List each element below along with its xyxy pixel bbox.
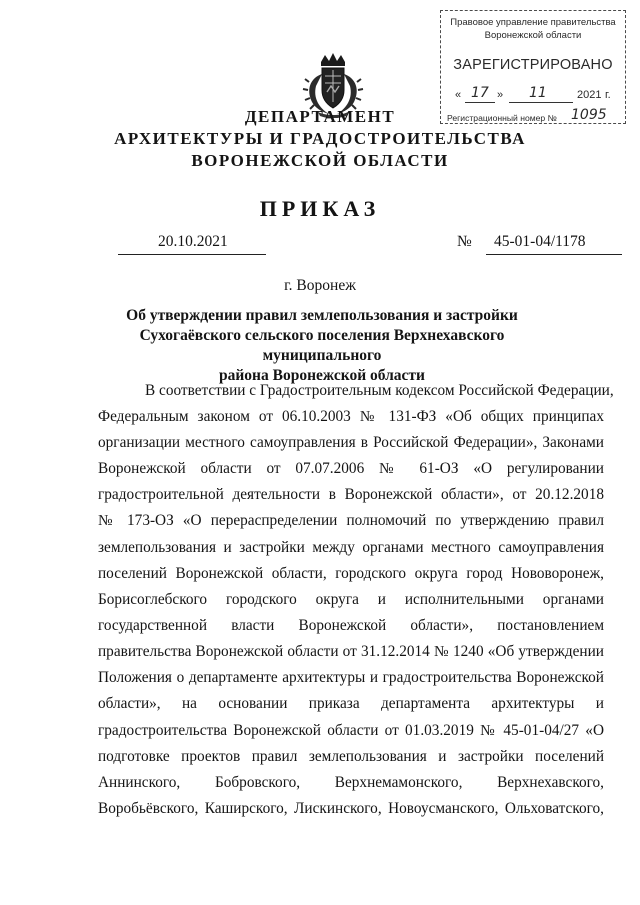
stamp-reg-number: 1095 xyxy=(571,107,607,123)
body-line: Федеральным законом от 06.10.2003 № 131-ФЗ «Об общих принципах xyxy=(98,408,604,425)
stamp-reg-label: Регистрационный номер № xyxy=(447,113,557,123)
number-underline xyxy=(486,254,622,255)
body-line: Воронежской области от 07.07.2006 № 61-ОЗ «О регулировании xyxy=(98,460,604,477)
stamp-day: 17 xyxy=(471,85,489,101)
subject-line: Об утверждении правил землепользования и застройки xyxy=(126,307,518,324)
stamp-quote-close: » xyxy=(497,89,504,101)
body-line: градостроительства Воронежской области от 01.03.2019 № 45-01-04/27 «О xyxy=(98,722,604,739)
body-line: Положения о департаменте архитектуры и градостроительства Воронежской xyxy=(98,669,604,686)
body-line: Воробьёвского, Каширского, Лискинского, Новоусманского, Ольховатского, xyxy=(98,800,604,817)
body-line: поселений Воронежской области, городского округа город Нововоронеж, xyxy=(98,565,604,582)
body-line: градостроительной деятельности в Воронежской области», от 20.12.2018 xyxy=(98,486,604,503)
body-line: подготовке проектов правил землепользования и застройки поселений xyxy=(98,748,604,765)
stamp-authority-line1: Правовое управление правительства xyxy=(450,17,616,28)
number-sign: № xyxy=(457,233,472,250)
order-title: ПРИКАЗ xyxy=(259,196,381,221)
department-header-line1: ДЕПАРТАМЕНТ xyxy=(244,107,396,126)
body-line: № 173-ОЗ «О перераспределении полномочий по утверждению правил xyxy=(98,512,604,529)
stamp-year-suffix: г. xyxy=(605,89,611,101)
subject-line: района Воронежской области xyxy=(219,367,425,384)
body-line: Аннинского, Бобровского, Верхнемамонского, Верхнехавского, xyxy=(98,774,604,791)
body-line: области», на основании приказа департамента архитектуры и xyxy=(98,695,604,712)
body-line: государственной власти Воронежской области», постановлением xyxy=(98,617,604,634)
department-header-line2: АРХИТЕКТУРЫ И ГРАДОСТРОИТЕЛЬСТВА xyxy=(114,129,526,148)
order-date: 20.10.2021 xyxy=(158,233,228,250)
stamp-quote-open: « xyxy=(455,89,462,101)
date-underline xyxy=(118,254,266,255)
body-line: землепользования и застройки между органами местного самоуправления xyxy=(98,539,604,556)
stamp-year: 2021 xyxy=(577,89,602,101)
body-line: Борисоглебского городского округа и исполнительными органами xyxy=(98,591,604,608)
city-label: г. Воронеж xyxy=(284,277,356,294)
body-line: правительства Воронежской области от 31.12.2014 № 1240 «Об утверждении xyxy=(98,643,604,660)
department-header-line3: ВОРОНЕЖСКОЙ ОБЛАСТИ xyxy=(191,151,449,170)
body-line: организации местного самоуправления в Российской Федерации», Законами xyxy=(98,434,604,451)
stamp-day-underline xyxy=(465,102,495,103)
subject-line: Сухогаёвского сельского поселения Верхнехавского муниципального xyxy=(139,327,505,364)
body-line: В соответствии с Градостроительным кодексом Российской Федерации, xyxy=(145,382,614,399)
order-number: 45-01-04/1178 xyxy=(494,233,586,250)
stamp-month-underline xyxy=(509,102,573,103)
order-subject xyxy=(96,306,548,386)
stamp-registered-label: ЗАРЕГИСТРИРОВАНО xyxy=(453,57,613,73)
stamp-authority-line2: Воронежской области xyxy=(484,30,582,41)
stamp-month: 11 xyxy=(529,85,547,101)
